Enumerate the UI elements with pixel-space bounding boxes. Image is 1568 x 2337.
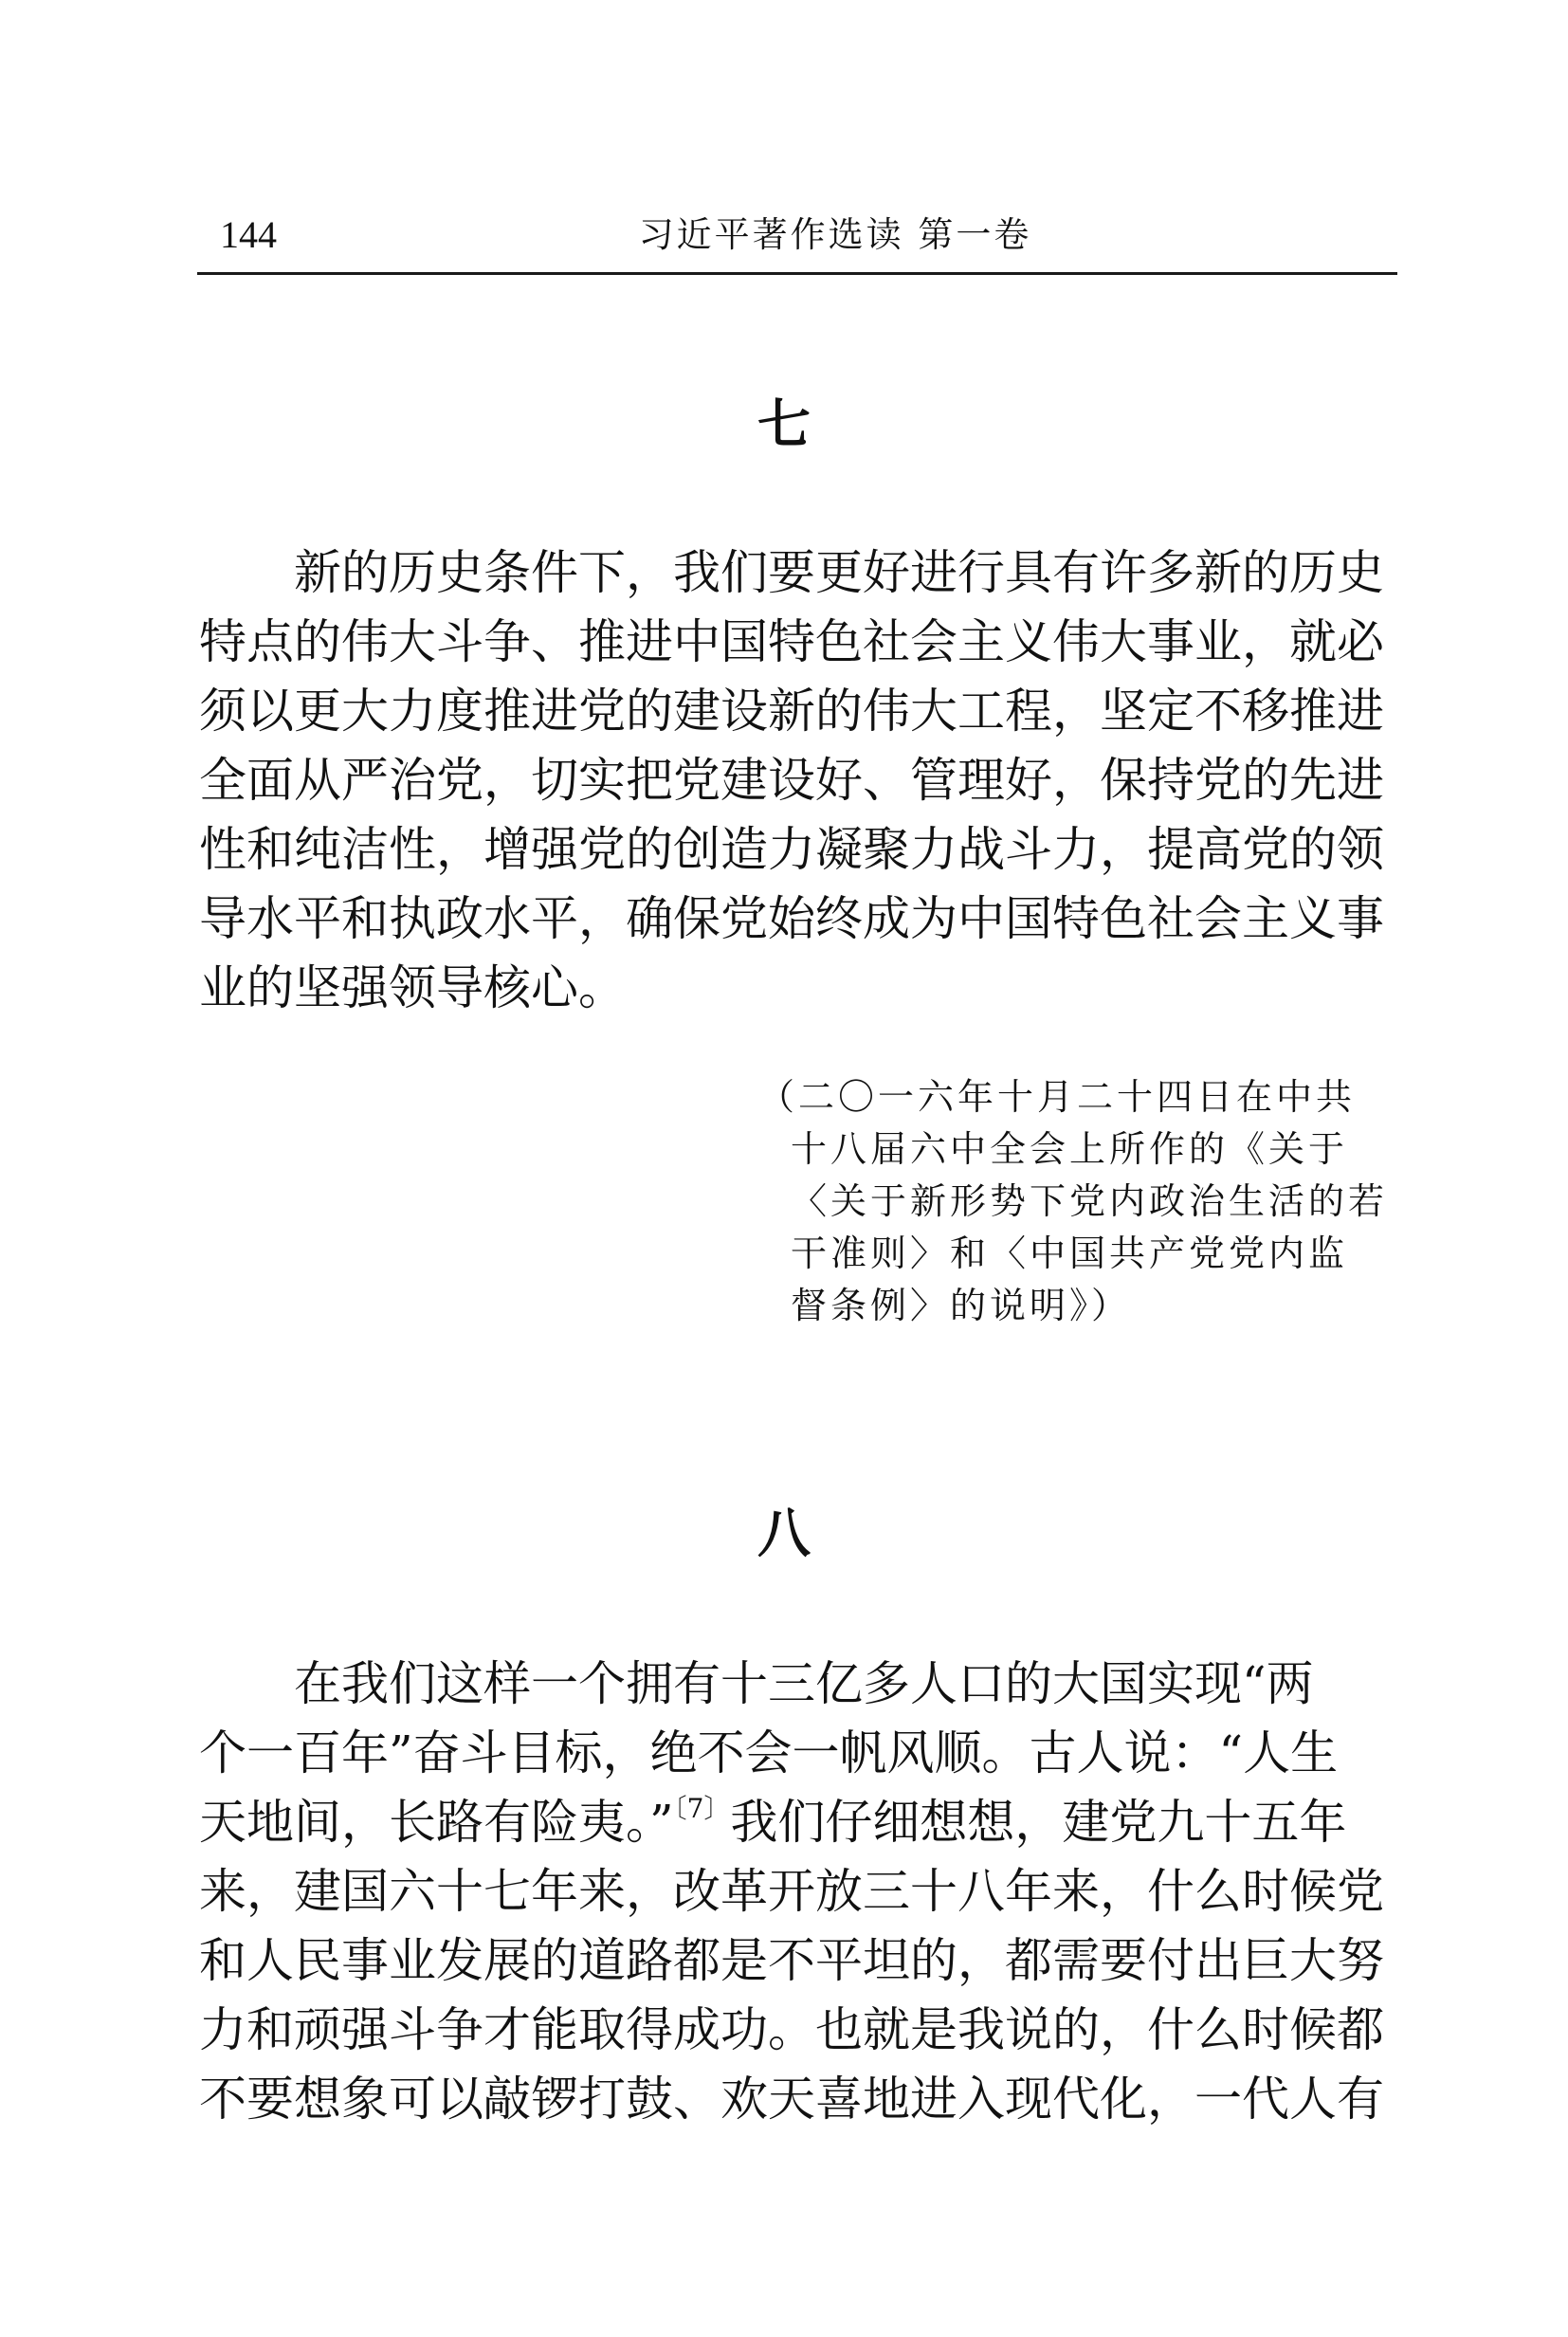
page-number: 144: [220, 213, 277, 256]
footnote-reference[interactable]: 〔7〕: [673, 1793, 731, 1824]
text-line: 特点的伟大斗争、推进中国特色社会主义伟大事业，就必: [199, 614, 1384, 669]
section-heading-8: 八: [757, 1503, 811, 1565]
text-line: 来，建国六十七年来，改革开放三十八年来，什么时候党: [199, 1864, 1384, 1919]
section-heading-7: 七: [757, 393, 811, 456]
text-fragment: 我们仔细想想，建党九十五年: [730, 1795, 1347, 1850]
text-line: 不要想象可以敲锣打鼓、欢天喜地进入现代化，一代人有: [199, 2072, 1384, 2127]
text-line: 全面从严治党，切实把党建设好、管理好，保持党的先进: [199, 753, 1384, 808]
running-title: 习近平著作选读 第一卷: [638, 214, 1032, 255]
note-line: 十八届六中全会上所作的《关于: [791, 1128, 1349, 1170]
text-line: 业的坚强领导核心。: [199, 960, 626, 1015]
note-line: 督条例〉的说明》）: [791, 1285, 1132, 1326]
paragraph-section-7: [199, 539, 1395, 1023]
text-fragment: 天地间，长路有险夷。”: [199, 1795, 674, 1850]
source-note: [758, 1071, 1403, 1332]
note-line: （二〇一六年十月二十四日在中共: [758, 1076, 1357, 1118]
text-line: 个一百年”奋斗目标，绝不会一帆风顺。古人说：“人生: [199, 1725, 1339, 1780]
text-line: 和人民事业发展的道路都是不平坦的，都需要付出巨大努: [199, 1933, 1384, 1988]
header-rule: [197, 272, 1397, 275]
running-header: [199, 207, 1395, 264]
note-line: 〈关于新形势下党内政治生活的若: [791, 1180, 1389, 1222]
text-line: 新的历史条件下，我们要更好进行具有许多新的历史: [199, 545, 1384, 600]
text-line: 在我们这样一个拥有十三亿多人口的大国实现“两: [199, 1656, 1314, 1711]
paragraph-section-8: [199, 1650, 1395, 2134]
note-line: 干准则〉和〈中国共产党党内监: [791, 1232, 1349, 1274]
text-line: 性和纯洁性，增强党的创造力凝聚力战斗力，提高党的领: [199, 822, 1384, 877]
text-line: [199, 1788, 1395, 1857]
text-line: 须以更大力度推进党的建设新的伟大工程，坚定不移推进: [199, 684, 1384, 739]
text-line: 导水平和执政水平，确保党始终成为中国特色社会主义事: [199, 891, 1384, 946]
text-line: 力和顽强斗争才能取得成功。也就是我说的，什么时候都: [199, 2002, 1384, 2057]
